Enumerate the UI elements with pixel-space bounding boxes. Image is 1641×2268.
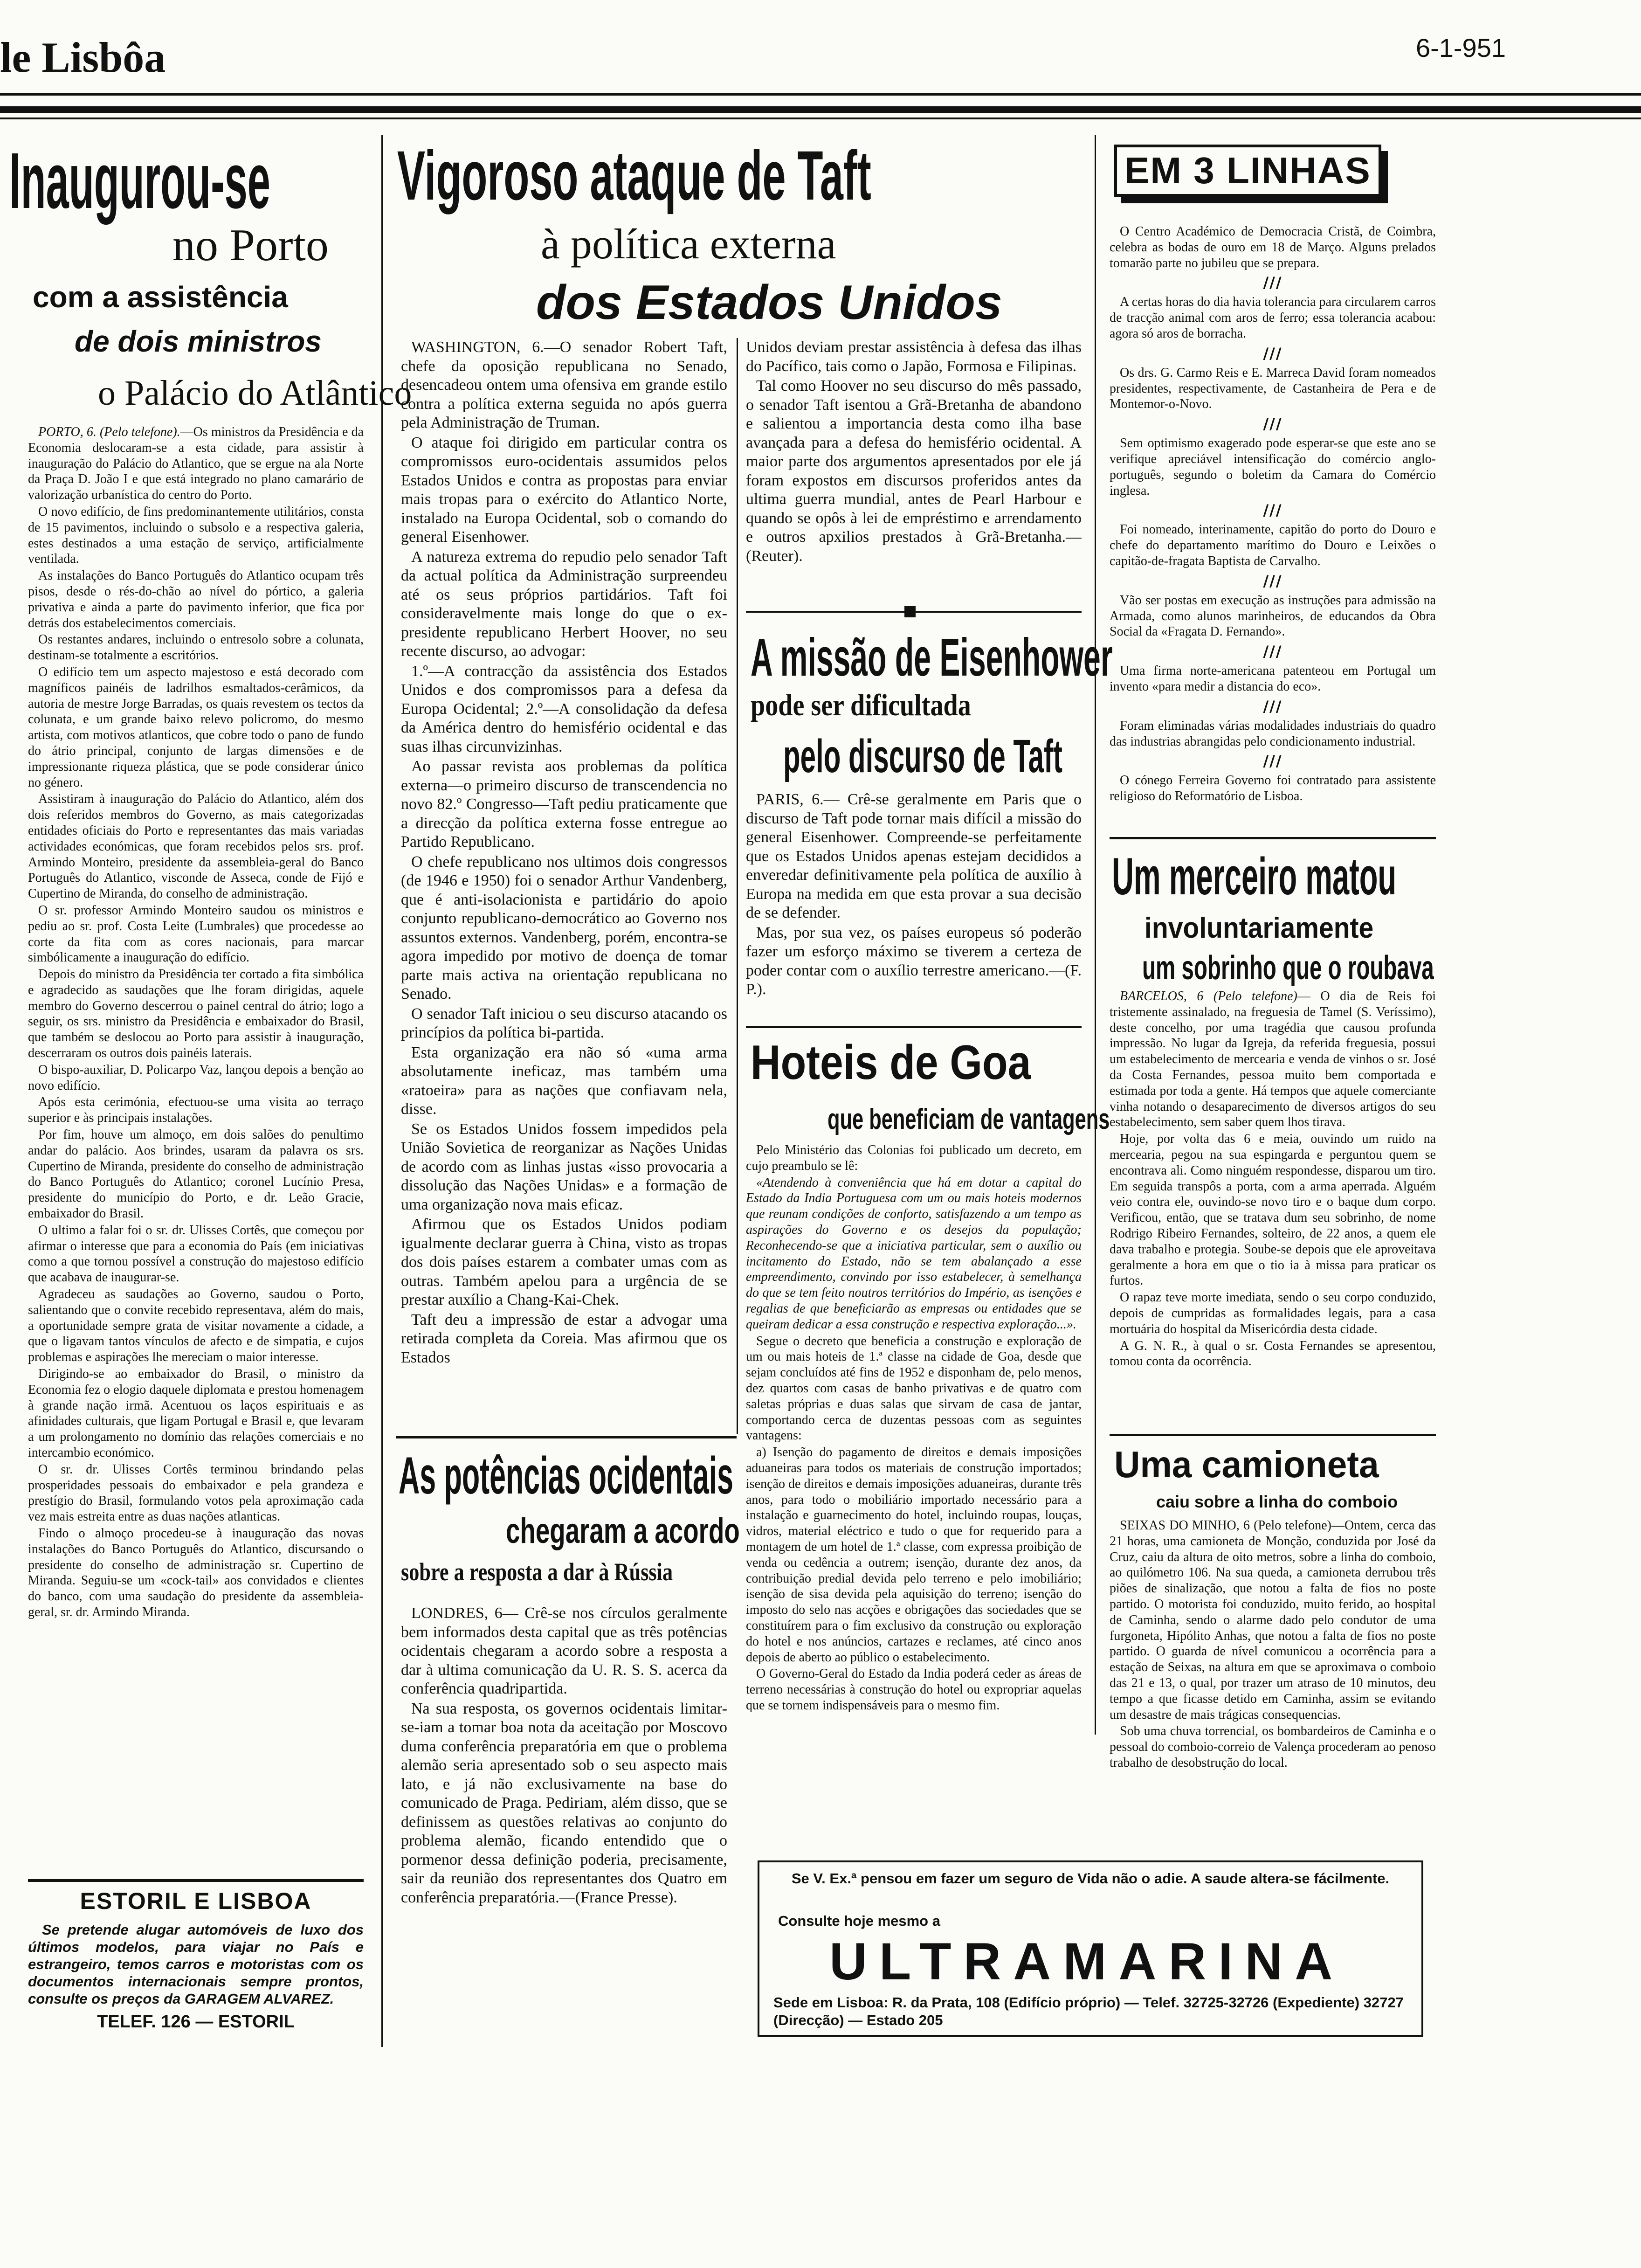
palacio-headline-5: o Palácio do Atlântico: [98, 373, 412, 413]
col-divider-1: [381, 135, 383, 2047]
palacio-headline-4: de dois ministros: [75, 325, 322, 358]
palacio-paragraph: Os restantes andares, incluindo o entresolo sobre a colunata, destinam-se totalmente a escritórios.: [28, 632, 364, 663]
taft-paragraph: Ao passar revista aos problemas da política externa—o primeiro discurso de transcendencia no novo 82.º Congresso—Taft pediu praticamente que a direcção da política externa fosse entregue ao Partido Republicano.: [401, 758, 727, 850]
ultramarina-line-2: Consulte hoje mesmo a: [778, 1913, 940, 1929]
em3linhas-item: Foram eliminadas várias modalidades industriais do quadro das industrias abrangidas pelo condicionamento industrial.: [1110, 718, 1436, 749]
estoril-ad-body: Se pretende alugar automóveis de luxo dos últimos modelos, para viajar no País e estrangeiro, temos carros e motoristas com os documentos internacionais sempre prontos, consulte os preços da GARAGEM ALVAREZ.: [28, 1922, 364, 2007]
taft-paragraph: Taft deu a impressão de estar a advogar uma retirada completa da Coreia. Mas afirmou que os Estados: [401, 1311, 727, 1366]
taft-paragraph: Se os Estados Unidos fossem impedidos pela União Sovietica de reorganizar as Nações Unidas de acordo com as linhas justas «isso provocaria a dissolução das Nações Unidas» e a formação de uma organização nova mais eficaz.: [401, 1120, 727, 1213]
merceiro-top-rule: [1110, 837, 1436, 839]
merceiro-paragraph: Hoje, por volta das 6 e meia, ouvindo um ruido na mercearia, pegou na sua espingarda e perguntou quem se encontrava ali. Como ninguém respondesse, disparou um tiro. Em seguida transpôs a porta, com a arma aperrada. Alguém veio contra ele, ouvindo-se novo tiro e o baque dum corpo. Verificou, então, que se tratava dum seu sobrinho, de nome Rodrigo Ribeiro Fernandes, solteiro, de 22 anos, a quem ele dava trabalho e protegia. Soube-se depois que ele aproveitava geralmente a hora em que o tio ia à missa para praticar os furtos.: [1110, 1132, 1436, 1288]
palacio-headline-1: Inaugurou-se: [9, 137, 270, 225]
em3linhas-list: [1110, 224, 1436, 830]
taft-paragraph: O chefe republicano nos ultimos dois congressos (de 1946 e 1950) foi o senador Arthur Vandenberg, que é anti-isolacionista e partidário do apoio conjunto republicano-democrático ao Governo nos assuntos externos. Vandenberg, porém, encontra-se agora impedido por motivo de doença de tomar parte mais activa na orientação republicana no Senado.: [401, 853, 727, 1003]
ultramarina-line-1: Se V. Ex.ª pensou em fazer um seguro de Vida não o adie. A saude altera-se fácilmente.: [791, 1870, 1390, 1887]
em3linhas-item: Foi nomeado, interinamente, capitão do porto do Douro e chefe do departamento marítimo do Douro e Leixões o capitão-de-fragata Baptista de Carvalho.: [1110, 522, 1436, 568]
camioneta-headline-2: caiu sobre a linha do comboio: [1156, 1492, 1398, 1511]
goa-headline-1: Hoteis de Goa: [751, 1036, 1031, 1090]
palacio-paragraph: Assistiram à inauguração do Palácio do Atlantico, além dos dois referidos membros do Governo, as mais categorizadas entidades oficiais do Porto e representantes das mais variadas actividades económicas, que foram recebidos pelos srs. prof. Armindo Monteiro, presidente da assembleia-geral do Banco Português do Atlantico, visconde de Asseca, conde de Fijó e Cupertino de Miranda, do conselho de administração.: [28, 792, 364, 901]
taft-article-col-a: [401, 338, 727, 1434]
goa-paragraph: a) Isenção do pagamento de direitos e demais imposições aduaneiras para todos os materiais de construção importados; isenção de direitos e demais imposições aduaneiras, durante três anos, para todo o mobiliário importado necessário para a instalação e guarnecimento do hotel, incluindo roupas, louças, vidros, material eléctrico e tudo o que for requerido para a montagem de um hotel de 1.ª classe, com expressa proibição de venda ou cedência a outrem; isenção, durante dez anos, da contribuição predial devida pelo terreno e pelo imobiliário; isenção de sisa devida pela aquisição do terreno; isenção do imposto do selo nas acções e obrigações das sociedades que se constituírem para o fim exclusivo da construção ou exploração do hotel e nos anúncios, cartazes e reclames, até cinco anos depois de aberto ao público o estabelecimento.: [746, 1445, 1082, 1665]
palacio-headline-3: com a assistência: [33, 280, 288, 314]
taft-paragraph: Esta organização era não só «uma arma absolutamente ineficaz, mas também uma «ratoeira» para as nações que confiavam nela, disse.: [401, 1044, 727, 1118]
palacio-paragraph: Depois do ministro da Presidência ter cortado a fita simbólica e agradecido as saudações que lhe foram dirigidas, aquele membro do Governo descerrou o painel central do átrio; logo a seguir, os srs. ministro da Presidência e embaixador do Brasil, que também se deslocou ao Porto para assistir à inauguração, descerraram os outros dois painéis laterais.: [28, 967, 364, 1061]
taft-headline-3: dos Estados Unidos: [536, 276, 1002, 330]
rule-ornament-icon: [904, 606, 916, 617]
taft-paragraph: WASHINGTON, 6.—O senador Robert Taft, chefe da oposição republicana no Senado, desencadeou ontem uma ofensiva em grande estilo contra a política externa seguida no após guerra pela Administração de Truman.: [401, 339, 727, 431]
taft-paragraph: O senador Taft iniciou o seu discurso atacando os princípios da política bi-partida.: [401, 1005, 727, 1041]
camioneta-paragraph: SEIXAS DO MINHO, 6 (Pelo telefone)—Ontem, cerca das 21 horas, uma camioneta de Monção, conduzida por José da Cruz, caiu da altura de oito metros, sobre a linha do comboio, ao quilómetro 106. Na sua queda, a camioneta derrubou três piões de sinalização, que notou a falta de fios no poste partido. O motorista foi conduzido, muito ferido, ao hospital de Caminha, sendo o alarme dado pelo condutor de uma furgoneta, Hipólito Anhas, que notou a falta de fios no poste partido. O guarda de nível comunicou a ocorrência para a estação de Seixas, na altura em que se aproximava o comboio das 21 e 13, o qual, por trazer um atraso de 10 minutos, deu tempo a que ficasse detido em Caminha, assim se evitando um desastre de mais trágicas consequencias.: [1110, 1518, 1436, 1722]
taft-headline-1: Vigoroso ataque de Taft: [397, 136, 871, 214]
merceiro-paragraph: A G. N. R., à qual o sr. Costa Fernandes se apresentou, tomou conta da ocorrência.: [1110, 1338, 1436, 1369]
taft-paragraph: Afirmou que os Estados Unidos podiam igualmente declarar guerra à China, visto as tropas dos dois países estarem a combater umas com as outras. Também apelou para a urgência de se prestar auxílio a Chang-Kai-Chek.: [401, 1216, 727, 1308]
potencias-paragraph: LONDRES, 6— Crê-se nos círculos geralmente bem informados desta capital que as três potências ocidentais chegaram a acordo sobre a resposta a dar à ultima comunicação da U. R. S. S. acerca da conferência quadripartida.: [401, 1604, 727, 1697]
ultramarina-ad: [758, 1860, 1423, 2037]
taft-paragraph: Tal como Hoover no seu discurso do mês passado, o senador Taft isentou a Grã-Bretanha de abandono e salientou a importancia desta como ilha base avançada para a defesa do hemisfério ocidental. A maior parte dos argumentos apresentados por ele já foram expostos em discursos proferidos antes da ultima guerra mundial, antes de Pearl Harbour e quando se opôs à lei de empréstimo e arrendamento e outros apxilios prestados à Grã-Bretanha.—(Reuter).: [746, 377, 1082, 565]
potencias-headline-2: chegaram a acordo: [506, 1511, 740, 1551]
top-rule-thin-2: [0, 118, 1641, 119]
em3linhas-divider: ///: [1263, 501, 1282, 519]
potencias-top-rule: [396, 1436, 737, 1438]
em3linhas-divider: ///: [1263, 697, 1282, 715]
goa-paragraph: «Atendendo à conveniência que há em dotar a capital do Estado da India Portuguesa com um ou mais hoteis modernos que reunam condições de conforto, satisfazendo a um tempo as aspirações do Governo e os desejos da população; Reconhecendo-se que a iniciativa particular, sem o auxílio ou incitamento do Estado, não se tem abalançado a esse empreendimento, convindo por isso estabelecer, à semelhança do que se tem feito noutros territórios do Império, as isenções e regalias de que beneficiarão as empresas ou entidades que se queiram dedicar a essa construção e respectiva exploração...».: [746, 1175, 1082, 1332]
palacio-paragraph: O ultimo a falar foi o sr. dr. Ulisses Cortês, que começou por afirmar o interesse que para a economia do País (em iniciativas como a que tornou possível a construção do majestoso edifício que acabava de inaugurar-se.: [28, 1223, 364, 1285]
palacio-paragraph: O novo edifício, de fins predominantemente utilitários, consta de 15 pavimentos, incluindo o subsolo e a respectiva galeria, estes destinados a uma estação de serviço, artificialmente ventilada.: [28, 504, 364, 567]
em3linhas-item: O cónego Ferreira Governo foi contratado para assistente religioso do Reformatório de Lisboa.: [1110, 773, 1436, 804]
em3linhas-item: O Centro Académico de Democracia Cristã, de Coimbra, celebra as bodas de ouro em 18 de Março. Alguns prelados tomarão parte no jubileu que se prepara.: [1110, 224, 1436, 270]
top-rule-thick: [0, 106, 1641, 113]
eisenhower-paragraph: PARIS, 6.— Crê-se geralmente em Paris que o discurso de Taft pode tornar mais difícil a missão do general Eisenhower. Compreende-se perfeitamente que os Estados Unidos apenas estejam decididos a enveredar definitivamente pela política de auxílio à Europa na medida em que esta provar a sua decisão de se defender.: [746, 791, 1082, 921]
em3linhas-divider: ///: [1263, 643, 1282, 661]
taft-paragraph: O ataque foi dirigido em particular contra os compromissos euro-ocidentais assumidos pelos Estados Unidos e contra as propostas para enviar mais tropas para o exército do Atlantico Norte, instalado na Europa Ocidental, sob o comando do general Eisenhower.: [401, 434, 727, 546]
palacio-paragraph: PORTO, 6. (Pelo telefone).—Os ministros da Presidência e da Economia deslocaram-se a esta cidade, para assistir à inauguração do Palácio do Atlantico, que se ergue na ala Norte da Praça D. João I e que está integrado no plano camarário de valorização urbanística do centro do Porto.: [28, 425, 364, 503]
taft-paragraph: 1.º—A contracção da assistência dos Estados Unidos e dos compromissos para a defesa da Europa Ocidental; 2.º—A consolidação da defesa da América dentro do hemisfério ocidental e das suas ilhas circunvizinhas.: [401, 662, 727, 755]
em3linhas-item: Vão ser postas em execução as instruções para admissão na Armada, como alunos marinheiros, de educandos da Obra Social da «Fragata D. Fernando».: [1110, 593, 1436, 639]
estoril-ad-rule: [28, 1879, 364, 1882]
palacio-paragraph: O bispo-auxiliar, D. Policarpo Vaz, lançou depois a benção ao novo edifício.: [28, 1062, 364, 1093]
em3linhas-item: A certas horas do dia havia tolerancia para circularem carros de tracção animal com aros de ferro; essa tolerancia acabou: agora só aros de borracha.: [1110, 295, 1436, 341]
em3linhas-divider: ///: [1263, 274, 1282, 292]
goa-paragraph: Pelo Ministério das Colonias foi publicado um decreto, em cujo preambulo se lê:: [746, 1143, 1082, 1173]
eisenhower-headline-2: pode ser dificultada: [751, 688, 971, 722]
estoril-ad-title: ESTORIL E LISBOA: [80, 1888, 312, 1914]
em3linhas-divider: ///: [1263, 415, 1282, 433]
merceiro-article: [1110, 989, 1436, 1413]
potencias-article: [401, 1604, 727, 2047]
col-divider-taft: [737, 338, 738, 1434]
merceiro-headline-3: um sobrinho que o roubava: [1142, 949, 1434, 987]
ultramarina-brand: ULTRAMARINA: [829, 1932, 1345, 1991]
eisenhower-article: [746, 790, 1082, 1033]
goa-top-rule: [746, 1026, 1082, 1028]
palacio-paragraph: Agradeceu as saudações ao Governo, saudou o Porto, salientando que o convite recebido representava, além do mais, a oportunidade sempre grata de visitar novamente a cidade, a que o ligavam tantos vínculos de afecto e de simpatia, e cujos problemas e aspirações lhe mereciam o maior interesse.: [28, 1287, 364, 1365]
eisenhower-paragraph: Mas, por sua vez, os países europeus só poderão fazer um esforço máximo se tiverem a certeza de poder contar com o auxílio terrestre americano.—(F. P.).: [746, 924, 1082, 998]
camioneta-top-rule: [1110, 1434, 1436, 1436]
goa-headline-2: que beneficiam de vantagens: [827, 1103, 1110, 1135]
camioneta-headline-1: Uma camioneta: [1114, 1444, 1379, 1485]
page-date: 6-1-951: [1415, 33, 1506, 62]
col-divider-2: [1095, 135, 1096, 1735]
em3linhas-title: EM 3 LINHAS: [1114, 145, 1381, 197]
palacio-headline-2: no Porto: [172, 220, 329, 270]
palacio-paragraph: O edifício tem um aspecto majestoso e está decorado com magníficos painéis de ladrilhos esmaltados-cerâmicos, da autoria de mestre Jorge Barradas, os quais revestem os tectos da colunata, e um grande baixo relevo policromo, do mesmo artista, com motivos atlanticos, que cobre todo o pano de fundo do átrio principal, conjunto de largas dimensões e de impressionante riqueza plástica, que se pode considerar único no género.: [28, 664, 364, 790]
palacio-paragraph: As instalações do Banco Português do Atlantico ocupam três pisos, desde o rés-do-chão ao nível do pórtico, a galeria privativa e ainda a parte do pavimento inferior, que fica por detrás dos estabelecimentos comerciais.: [28, 568, 364, 630]
camioneta-paragraph: Sob uma chuva torrencial, os bombardeiros de Caminha e o pessoal do comboio-correio de Valença procederam ao penoso trabalho de desobstrução do local.: [1110, 1724, 1436, 1770]
merceiro-headline-1: Um merceiro matou: [1112, 847, 1397, 906]
palacio-paragraph: Findo o almoço procedeu-se à inauguração das novas instalações do Banco Português do Atlantico, discursando o presidente do conselho de administração sr. Cupertino de Miranda. Seguiu-se um «cock-tail» aos convidados e clientes do banco, com uma saudação do presidente da assembleia-geral, sr. dr. Armindo Miranda.: [28, 1526, 364, 1619]
taft-paragraph: Unidos deviam prestar assistência à defesa das ilhas do Pacífico, tais como o Japão, Formosa e Filipinas.: [746, 339, 1082, 375]
palacio-paragraph: Dirigindo-se ao embaixador do Brasil, o ministro da Economia fez o elogio daquele diplomata e prestou homenagem à grande nação irmã. Acentuou os laços espirituais e as afinidades culturais, que ligam Portugal e Brasil e, que levaram a um prolongamento no domínio das relações comerciais e no intercambio económico.: [28, 1367, 364, 1460]
em3linhas-divider: ///: [1263, 344, 1282, 362]
merceiro-paragraph: BARCELOS, 6 (Pelo telefone)— O dia de Reis foi tristemente assinalado, na freguesia de Tamel (S. Veríssimo), deste concelho, por uma tragédia que causou profunda impressão. No lugar da Igreja, da referida freguesia, possui um estabelecimento de mercearia e venda de vinhos o sr. José da Costa Fernandes, pessoa muito bem comportada e estimada por toda a gente. Há tempos que aquele comerciante vinha notando o desaparecimento de diversos artigos do seu estabelecimento, sem saber quem lhos tirava.: [1110, 989, 1436, 1130]
camioneta-article: [1110, 1518, 1436, 1816]
taft-article-col-b: [746, 338, 1082, 599]
merceiro-paragraph: O rapaz teve morte imediata, sendo o seu corpo conduzido, depois de cumpridas as formalidades legais, para a casa mortuária do hospital da Misericórdia desta cidade.: [1110, 1290, 1436, 1336]
taft-paragraph: A natureza extrema do repudio pelo senador Taft da actual política da Administração surpreendeu até os seus próprios partidários. Taft foi consideravelmente mais longe do que o ex-presidente republicano Herbert Hoover, no seu recente discurso, ao advogar:: [401, 548, 727, 660]
em3linhas-item: Sem optimismo exagerado pode esperar-se que este ano se verifique apreciável intensificação do comércio anglo-português, segundo o boletim da Camara do Comércio inglesa.: [1110, 436, 1436, 498]
em3linhas-divider: ///: [1263, 752, 1282, 770]
potencias-paragraph: Na sua resposta, os governos ocidentais limitar-se-iam a tomar boa nota da aceitação por Moscovo duma conferência preparatória em que o problema alemão seria apresentado sob o seu aspecto mais lato, e já não exclusivamente na base do comunicado de Praga. Pediriam, além disso, que se definissem as questões relativas ao conjunto do problema alemão, ficando entendido que o pormenor dessa definição poderia, precisamente, sair da reunião dos representantes dos Quatro em conferência preparatória.—(France Presse).: [401, 1700, 727, 1906]
masthead: le Lisbôa: [0, 34, 166, 81]
top-rule-thin: [0, 93, 1641, 96]
eisenhower-headline-1: A missão de Eisenhower: [751, 628, 1113, 687]
palacio-paragraph: Após esta cerimónia, efectuou-se uma visita ao terraço superior e às principais instalações.: [28, 1095, 364, 1126]
palacio-paragraph: O sr. dr. Ulisses Cortês terminou brindando pelas prosperidades pessoais do embaixador e pela grandeza e prestígio do Brasil, formulando votos pela aproximação cada vez mais estreita entre as duas nações atlanticas.: [28, 1462, 364, 1524]
potencias-headline-1: As potências ocidentais: [399, 1446, 734, 1505]
goa-paragraph: Segue o decreto que beneficia a construção e exploração de um ou mais hoteis de 1.ª classe na cidade de Goa, desde que sejam concluídos até fins de 1952 e disponham de, pelo menos, dez quartos com casas de banho privativas e de quatro com saletas próprias e duas salas que sirvam de casa de jantar, comportando cerca de duzentas pessoas com as seguintes vantagens:: [746, 1334, 1082, 1443]
merceiro-headline-2: involuntariamente: [1145, 912, 1374, 944]
ultramarina-line-3: Sede em Lisboa: R. da Prata, 108 (Edifício próprio) — Telef. 32725-32726 (Expediente) 32727 (Direcção) — Estado 205: [773, 1994, 1404, 2028]
potencias-headline-3: sobre a resposta a dar à Rússia: [401, 1558, 673, 1586]
taft-headline-2: à política externa: [541, 220, 836, 268]
palacio-article: [28, 424, 364, 1996]
em3linhas-item: Uma firma norte-americana patenteou em Portugal um invento «para medir a distancia do eco».: [1110, 664, 1436, 694]
palacio-paragraph: Por fim, houve um almoço, em dois salões do penultimo andar do palácio. Aos brindes, usaram da palavra os srs. Cupertino de Miranda, presidente do conselho de administração do Banco Português do Atlantico; coronel Lucínio Presa, presidente do município do Porto, e dr. Leão Gracie, embaixador do Brasil.: [28, 1127, 364, 1221]
palacio-paragraph: O sr. professor Armindo Monteiro saudou os ministros e pediu ao sr. prof. Costa Leite (Lumbrales) que procedesse ao corte da fita com as cores nacionais, para marcar simbólicamente a inauguração do edifício.: [28, 903, 364, 965]
estoril-ad: [28, 1888, 364, 2032]
eisenhower-headline-3: pelo discurso de Taft: [783, 730, 1062, 782]
em3linhas-item: Os drs. G. Carmo Reis e E. Marreca David foram nomeados presidentes, respectivamente, de Castanheira de Pera e de Montemor-o-Novo.: [1110, 365, 1436, 412]
em3linhas-divider: ///: [1263, 572, 1282, 590]
goa-paragraph: O Governo-Geral do Estado da India poderá ceder as áreas de terreno necessárias à construção do hotel ou expropriar aquelas que se tornem indispensáveis para o mesmo fim.: [746, 1666, 1082, 1713]
estoril-ad-phone: TELEF. 126 — ESTORIL: [97, 2012, 295, 2032]
